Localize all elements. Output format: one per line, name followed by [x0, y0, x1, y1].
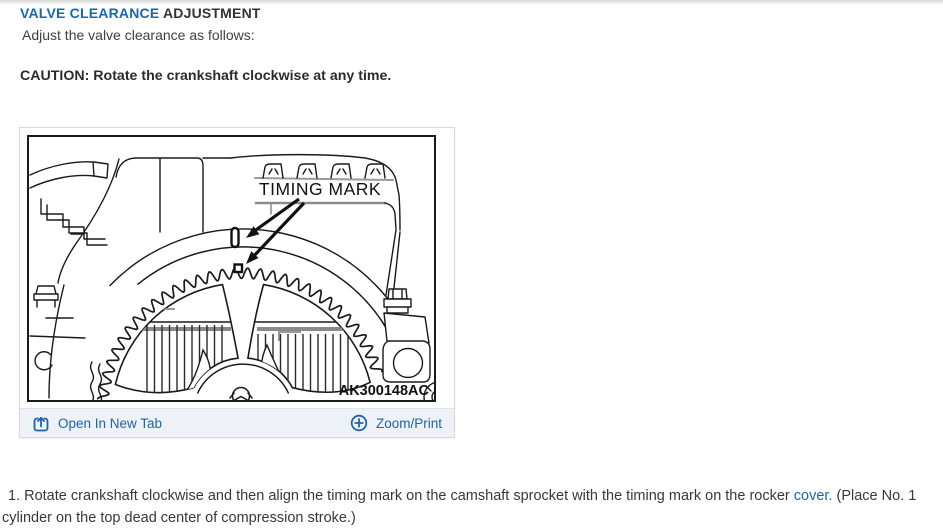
engine-left-details	[30, 159, 119, 400]
engine-timing-diagram	[27, 135, 436, 402]
figure-code-label: AK300148AC	[338, 383, 429, 399]
zoom-print-link[interactable]	[350, 414, 442, 432]
intro-text: Adjust the valve clearance as follows:	[22, 27, 255, 43]
engine-right-details	[383, 230, 434, 400]
zoom-print-label: Zoom/Print	[375, 415, 442, 431]
open-in-new-tab-icon	[33, 415, 50, 432]
rocker-cover-link[interactable]: cover.	[793, 488, 833, 504]
timing-mark-arrows	[246, 199, 304, 264]
caution-text: CAUTION: Rotate the crankshaft clockwise at any time.	[20, 68, 392, 84]
timing-square-mark	[235, 265, 243, 273]
open-in-new-tab-link[interactable]	[33, 415, 162, 432]
figure-panel	[19, 127, 455, 438]
page-title-highlight: VALVE CLEARANCE	[20, 5, 160, 21]
timing-diagram-svg	[29, 137, 434, 400]
zoom-print-icon	[350, 414, 368, 432]
timing-notch-mark	[232, 228, 239, 247]
timing-mark-label: TIMING MARK	[258, 179, 382, 199]
page-title	[20, 5, 261, 21]
page-title-rest: ADJUSTMENT	[159, 5, 261, 21]
open-in-new-tab-label: Open In New Tab	[58, 415, 163, 431]
camshaft-bolt	[230, 388, 252, 401]
step-text-before: 1. Rotate crankshaft clockwise and then align the timing mark on the camshaft sprocket with the timing mark on the rocker	[8, 488, 794, 504]
step-1-instruction	[2, 486, 932, 529]
step-text-after: (Place No. 1 cylinder on the top dead center of compression stroke.)	[2, 488, 917, 526]
figure-toolbar	[20, 408, 454, 437]
